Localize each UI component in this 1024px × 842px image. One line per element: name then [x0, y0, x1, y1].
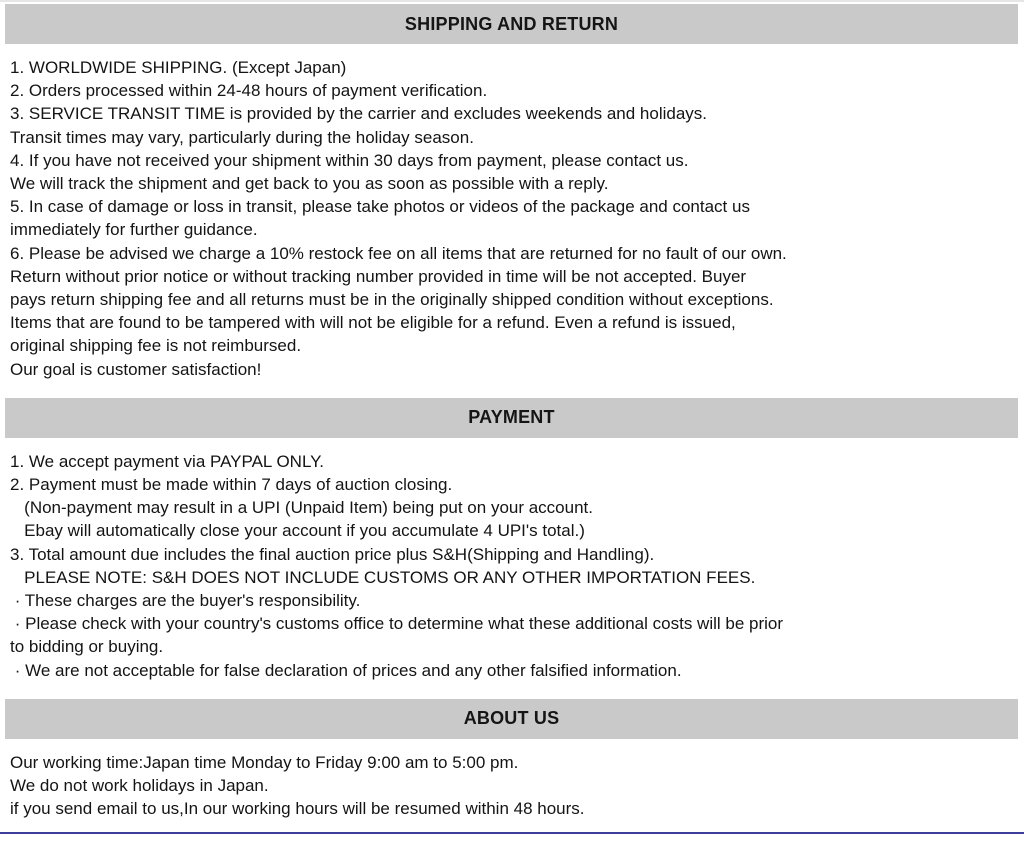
policy-line: 2. Payment must be made within 7 days of auction closing.: [10, 475, 453, 495]
policy-line: 3. SERVICE TRANSIT TIME is provided by the carrier and excludes weekends and holidays.: [10, 104, 708, 124]
policy-line: · Please check with your country's customs office to determine what these additional costs will be prior: [10, 614, 784, 634]
section-header-payment: PAYMENT: [5, 398, 1018, 438]
policy-line: 1. WORLDWIDE SHIPPING. (Except Japan): [10, 58, 347, 77]
section-body-about-us: [0, 739, 1024, 833]
policy-line: We do not work holidays in Japan.: [10, 776, 269, 796]
policy-line: PLEASE NOTE: S&H DOES NOT INCLUDE CUSTOMS OR ANY OTHER IMPORTATION FEES.: [10, 567, 756, 587]
policy-line: 4. If you have not received your shipment within 30 days from payment, please contact us.: [10, 150, 689, 170]
policy-line: pays return shipping fee and all returns must be in the originally shipped condition without exceptions.: [10, 290, 774, 310]
policy-line: (Non-payment may result in a UPI (Unpaid Item) being put on your account.: [10, 498, 593, 518]
section-header-about-us: ABOUT US: [5, 699, 1018, 739]
policy-line: Ebay will automatically close your account if you accumulate 4 UPI's total.): [10, 521, 585, 541]
policy-line: · These charges are the buyer's responsibility.: [10, 591, 361, 611]
policy-line: 5. In case of damage or loss in transit, please take photos or videos of the package and contact us: [10, 197, 750, 217]
policy-line: 6. Please be advised we charge a 10% restock fee on all items that are returned for no fault of our own.: [10, 243, 787, 263]
policy-line: if you send email to us,In our working hours will be resumed within 48 hours.: [10, 799, 585, 819]
section-body-shipping-and-return: [0, 44, 1024, 398]
policy-line: · We are not acceptable for false declaration of prices and any other falsified information.: [10, 660, 682, 680]
section-about-us: [0, 699, 1024, 833]
policy-line: Return without prior notice or without tracking number provided in time will be not accepted. Buyer: [10, 266, 747, 286]
policy-line: Our working time:Japan time Monday to Friday 9:00 am to 5:00 pm.: [10, 752, 519, 772]
bottom-divider: [0, 832, 1024, 834]
section-body-payment: [0, 438, 1024, 699]
section-payment: [0, 398, 1024, 699]
policy-line: original shipping fee is not reimbursed.: [10, 336, 302, 356]
policy-line: to bidding or buying.: [10, 637, 164, 657]
section-shipping-and-return: [0, 4, 1024, 398]
top-edge-divider: [0, 0, 1024, 2]
policy-line: 2. Orders processed within 24-48 hours of payment verification.: [10, 81, 488, 101]
policy-line: immediately for further guidance.: [10, 220, 258, 240]
policy-line: Our goal is customer satisfaction!: [10, 359, 262, 379]
section-header-shipping-and-return: SHIPPING AND RETURN: [5, 4, 1018, 44]
policy-line: 3. Total amount due includes the final auction price plus S&H(Shipping and Handling).: [10, 544, 655, 564]
policy-line: Transit times may vary, particularly during the holiday season.: [10, 127, 474, 147]
policy-line: We will track the shipment and get back to you as soon as possible with a reply.: [10, 174, 609, 194]
policy-line: Items that are found to be tampered with will not be eligible for a refund. Even a refund is issued,: [10, 313, 736, 333]
policy-line: 1. We accept payment via PAYPAL ONLY.: [10, 451, 325, 471]
